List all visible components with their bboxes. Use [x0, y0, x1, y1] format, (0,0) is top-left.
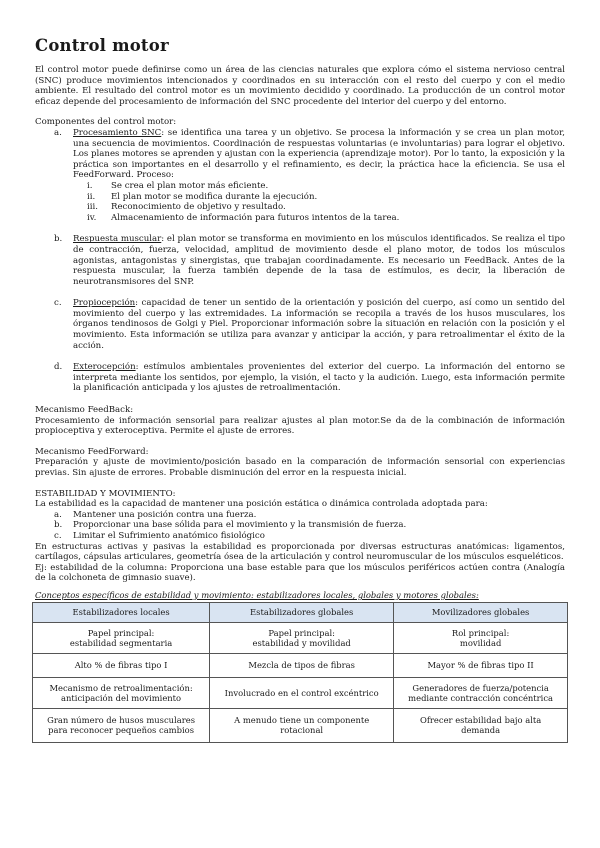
list-item: a. Mantener una posición contra una fuerza. — [54, 509, 257, 520]
feedforward-section — [35, 447, 565, 479]
table-cell: Papel principal: estabilidad y movilidad — [210, 622, 394, 653]
stability-structures: En estructuras activas y pasivas la estabilidad es proporcionada por diversas estructuras anatómicas: ligamentos, cartílagos, cápsulas articulares, geometría ósea de la articulación y control neuromuscular de los músculos esqueléticos. — [35, 541, 565, 563]
page-title: Control motor — [35, 36, 169, 55]
process-step: iii. Reconocimiento de objetivo y resultado. — [87, 202, 286, 213]
list-marker: a. — [54, 127, 62, 138]
list-marker: c. — [54, 298, 62, 309]
list-marker: b. — [54, 234, 63, 245]
component-text: : estímulos ambientales provenientes del exterior del cuerpo. La información del entorno se interpreta mediante los sentidos, por ejemplo, la visión, el tacto y la audición. Luego, esta información permite la planificación anticipada y los ajustes de retroalimentación. — [73, 362, 565, 394]
table-row — [33, 677, 568, 708]
table-cell: Mecanismo de retroalimentación: anticipación del movimiento — [33, 677, 210, 708]
list-item: b. Proporcionar una base sólida para el movimiento y la transmisión de fuerza. — [54, 520, 407, 531]
table-cell: Involucrado en el control excéntrico — [210, 677, 394, 708]
feedback-title: Mecanismo FeedBack: — [35, 405, 134, 416]
process-steps-list — [73, 181, 565, 223]
table-cell: Papel principal: estabilidad segmentaria — [33, 622, 210, 653]
table-row — [33, 653, 568, 677]
component-text: : capacidad de tener un sentido de la orientación y posición del cuerpo, así como un sentido del movimiento del cuerpo y las extremidades. La información se recopila a través de los husos musculares, los órganos tendinosos de Golgi y Piel. Proporcionar información sobre la situación en relación con la posición y el movimiento. Esta información se utiliza para avanzar y anticipar la acción, y para retroalimentar el éxito de la acción. — [73, 298, 565, 351]
column-header: Movilizadores globales — [394, 602, 568, 622]
table-row — [33, 622, 568, 653]
table-cell: Rol principal: movilidad — [394, 622, 568, 653]
components-list — [35, 128, 565, 394]
component-term: Procesamiento SNC — [73, 127, 162, 138]
stability-title: ESTABILIDAD Y MOVIMIENTO: — [35, 488, 176, 499]
table-caption: Conceptos específicos de estabilidad y movimiento: estabilizadores locales, globales y motores globales: — [35, 589, 479, 600]
intro-paragraph: El control motor puede definirse como un área de las ciencias naturales que explora cómo el sistema nervioso central (SNC) produce movimientos intencionados y coordinados en su interacción con el resto del cuerpo y con el medio ambiente. El resultado del control motor es un movimiento decidido y coordinado. La producción de un control motor eficaz depende del procesamiento de información del SNC procedente del interior del cuerpo y del entorno. — [35, 65, 565, 107]
feedforward-text: Preparación y ajuste de movimiento/posición basado en la comparación de información sensorial con experiencias previas. Sin ajuste de errores. Probable disminución del error en la respuesta inicial. — [35, 457, 565, 478]
table-cell: Mezcla de tipos de fibras — [210, 653, 394, 677]
list-marker: d. — [54, 362, 63, 373]
component-text: : se identifica una tarea y un objetivo. Se procesa la información y se crea un plan motor, una secuencia de movimientos. Coordinación de respuestas voluntarias (e involuntarias) para lograr el objetivo. Los planes motores se aprenden y ajustan con la experiencia (aprendizaje motor). Por lo tanto, la exposición y la práctica son importantes en el desarrollo y el refinamiento, es decir, la práctica hace la eficiencia. Se usa el FeedForward. Proceso: — [73, 127, 565, 181]
feedback-section — [35, 405, 565, 437]
stability-example: Ej: estabilidad de la columna: Proporciona una base estable para que los músculos periféricos actúen contra (Analogía de la colchoneta de gimnasio suave). — [35, 562, 565, 584]
stability-section — [35, 489, 565, 584]
column-header: Estabilizadores globales — [210, 602, 394, 622]
table-cell: Alto % de fibras tipo I — [33, 653, 210, 677]
stability-definition: La estabilidad es la capacidad de mantener una posición estática o dinámica controlada adoptada para: — [35, 499, 488, 510]
table-cell: A menudo tiene un componente rotacional — [210, 708, 394, 742]
components-label: Componentes del control motor: — [35, 117, 177, 128]
component-item — [35, 234, 565, 287]
column-header: Estabilizadores locales — [33, 602, 210, 622]
table-cell: Ofrecer estabilidad bajo alta demanda — [394, 708, 568, 742]
component-item — [35, 128, 565, 223]
feedback-text: Procesamiento de información sensorial para realizar ajustes al plan motor.Se da de la combinación de información propioceptiva y exteroceptiva. Permite el ajuste de errores. — [35, 415, 565, 437]
feedforward-title: Mecanismo FeedForward: — [35, 446, 149, 457]
process-step: i. Se crea el plan motor más eficiente. — [87, 180, 269, 191]
stability-list — [35, 510, 565, 542]
table-row — [33, 708, 568, 742]
component-text: : el plan motor se transforma en movimiento en los músculos identificados. Se realiza el tipo de contracción, fuerza, velocidad, amplitud de movimiento desde el plano motor, de todos los músculos agonistas, antagonistas y sinergistas, que trabajan coordinadamente. Es necesario un FeedBack. Antes de la respuesta muscular, la fuerza también depende de la tasa de estímulos, es decir, la liberación de neurotransmisores del SNP. — [73, 234, 565, 287]
component-term: Respuesta muscular — [73, 234, 162, 245]
component-item — [35, 298, 565, 351]
table-cell: Mayor % de fibras tipo II — [394, 653, 568, 677]
table-cell: Generadores de fuerza/potencia mediante contracción concéntrica — [394, 677, 568, 708]
document-page — [35, 36, 565, 743]
table-cell: Gran número de husos musculares para reconocer pequeños cambios — [33, 708, 210, 742]
process-step: iv. Almacenamiento de información para futuros intentos de la tarea. — [87, 212, 400, 223]
process-step: ii. El plan motor se modifica durante la ejecución. — [87, 191, 318, 202]
component-term: Propiocepción — [73, 298, 136, 309]
component-term: Exterocepción — [73, 362, 136, 373]
stabilizers-table — [32, 602, 568, 743]
table-header-row — [33, 602, 568, 622]
list-item: c. Limitar el Sufrimiento anatómico fisiológico — [54, 530, 265, 541]
component-item — [35, 362, 565, 394]
